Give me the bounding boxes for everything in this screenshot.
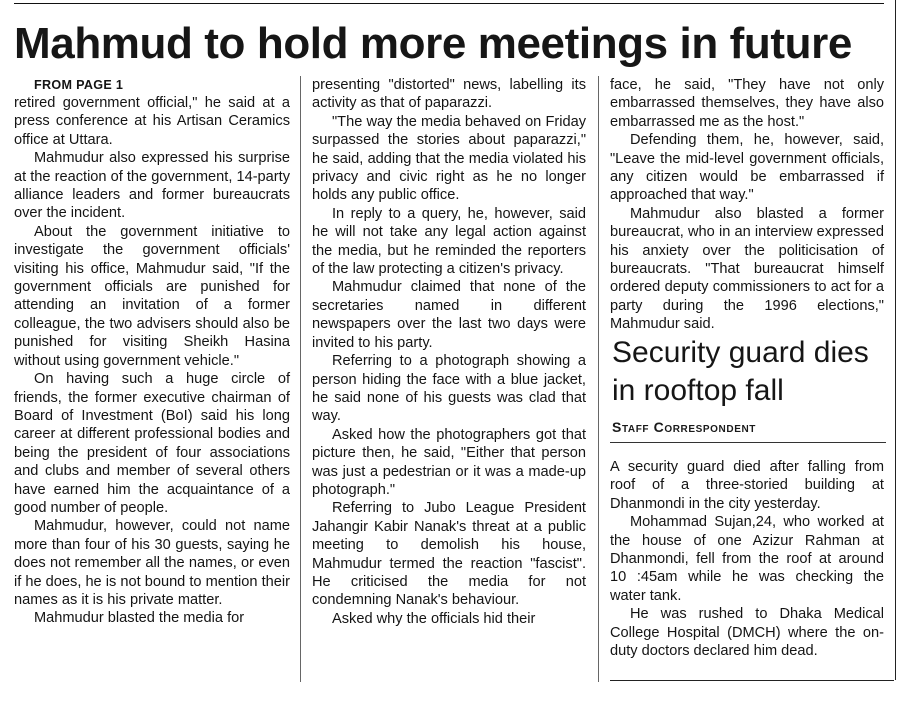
paragraph: Referring to a photograph showing a person hiding the face with a blue jacket, he said none of his guests was clad that way.: [312, 353, 586, 425]
article-column-3: [610, 76, 884, 334]
paragraph: retired government official," he said at a press conference at his Artisan Ceramics office at Uttara.: [14, 95, 290, 148]
story-headline: Security guard dies in rooftop fall: [612, 336, 869, 407]
paragraph: Mahmudur claimed that none of the secretaries named in different newspapers over the last two days were invited to his party.: [312, 279, 586, 351]
paragraph: On having such a huge circle of friends, the former executive chairman of Board of Investment (BoI) said his long career at different professional bodies and being the president of four associations and clubs and member of several others have earned him the acquaintance of a good number of people.: [14, 371, 290, 516]
paragraph: He was rushed to Dhaka Medical College Hospital (DMCH) where the on-duty doctors declared him dead.: [610, 606, 884, 660]
article-column-1: [14, 76, 290, 628]
paragraph: Referring to Jubo League President Jahangir Kabir Nanak's threat at a public meeting to demolish his house, Mahmudur termed the reaction "fascist". He criticised the media for not condemning Nanak's behaviour.: [312, 500, 586, 609]
story-body: [610, 458, 884, 660]
paragraph: Defending them, he, however, said, "Leave the mid-level government officials, any citizen would be embarrassed if approached that way.": [610, 132, 884, 204]
paragraph: face, he said, "They have not only embarrassed themselves, they have also embarrassed me as the host.": [610, 77, 884, 130]
article-column-2: [312, 76, 586, 628]
paragraph: Mahmudur also expressed his surprise at the reaction of the government, 14-party alliance leaders and former bureaucrats over the incident.: [14, 150, 290, 222]
paragraph: Mohammad Sujan,24, who worked at the house of one Azizur Rahman at Dhanmondi, fell from the roof at around 10 :45am while he was checking the water tank.: [610, 514, 884, 604]
paragraph: presenting "distorted" news, labelling its activity as that of paparazzi.: [312, 77, 586, 112]
paragraph: Mahmudur also blasted a former bureaucrat, who in an interview expressed his anxiety over the politicisation of bureaucrats. "That bureaucrat himself ordered deputy commissioners to act for a party during the 1996 elections," Mahmudur said.: [610, 205, 884, 333]
paragraph: Mahmudur, however, could not name more than four of his 30 guests, saying he does not remember all the names, or even if he does, he is not bound to mention their names as it is his private matter.: [14, 518, 290, 608]
paragraph: A security guard died after falling from roof of a three-storied building at Dhanmondi in the city yesterday.: [610, 459, 884, 512]
paragraph: Mahmudur blasted the media for: [34, 610, 245, 627]
column-divider: [300, 76, 301, 682]
main-headline: Mahmud to hold more meetings in future: [14, 19, 852, 68]
paragraph: "The way the media behaved on Friday surpassed the stories about paparazzi," he said, adding that the media violated his privacy and civic right as he no longer holds any public office.: [312, 113, 586, 204]
byline-rule: [610, 442, 886, 443]
byline: Staff Correspondent: [612, 419, 756, 435]
paragraph: In reply to a query, he, however, said he will not take any legal action against the media, but he reminded the reporters of the law protecting a citizen's privacy.: [312, 205, 586, 278]
paragraph: Asked why the officials hid their: [332, 610, 536, 627]
column-divider: [598, 76, 599, 682]
paragraph: About the government initiative to investigate the government officials' visiting his office, Mahmudur said, "If the government officials are punished for attending an invitation of a former colleague, the two advisers should also be punished for visiting Sheikh Hasina without using government vehicle.": [14, 223, 290, 369]
bottom-rule: [610, 680, 894, 681]
top-rule: [14, 3, 884, 4]
page-edge-rule: [895, 0, 896, 680]
continuation-label: FROM PAGE 1: [34, 78, 124, 92]
paragraph: Asked how the photographers got that picture then, he said, "Either that person was just a pedestrian or it was a made-up photograph.": [312, 426, 586, 498]
